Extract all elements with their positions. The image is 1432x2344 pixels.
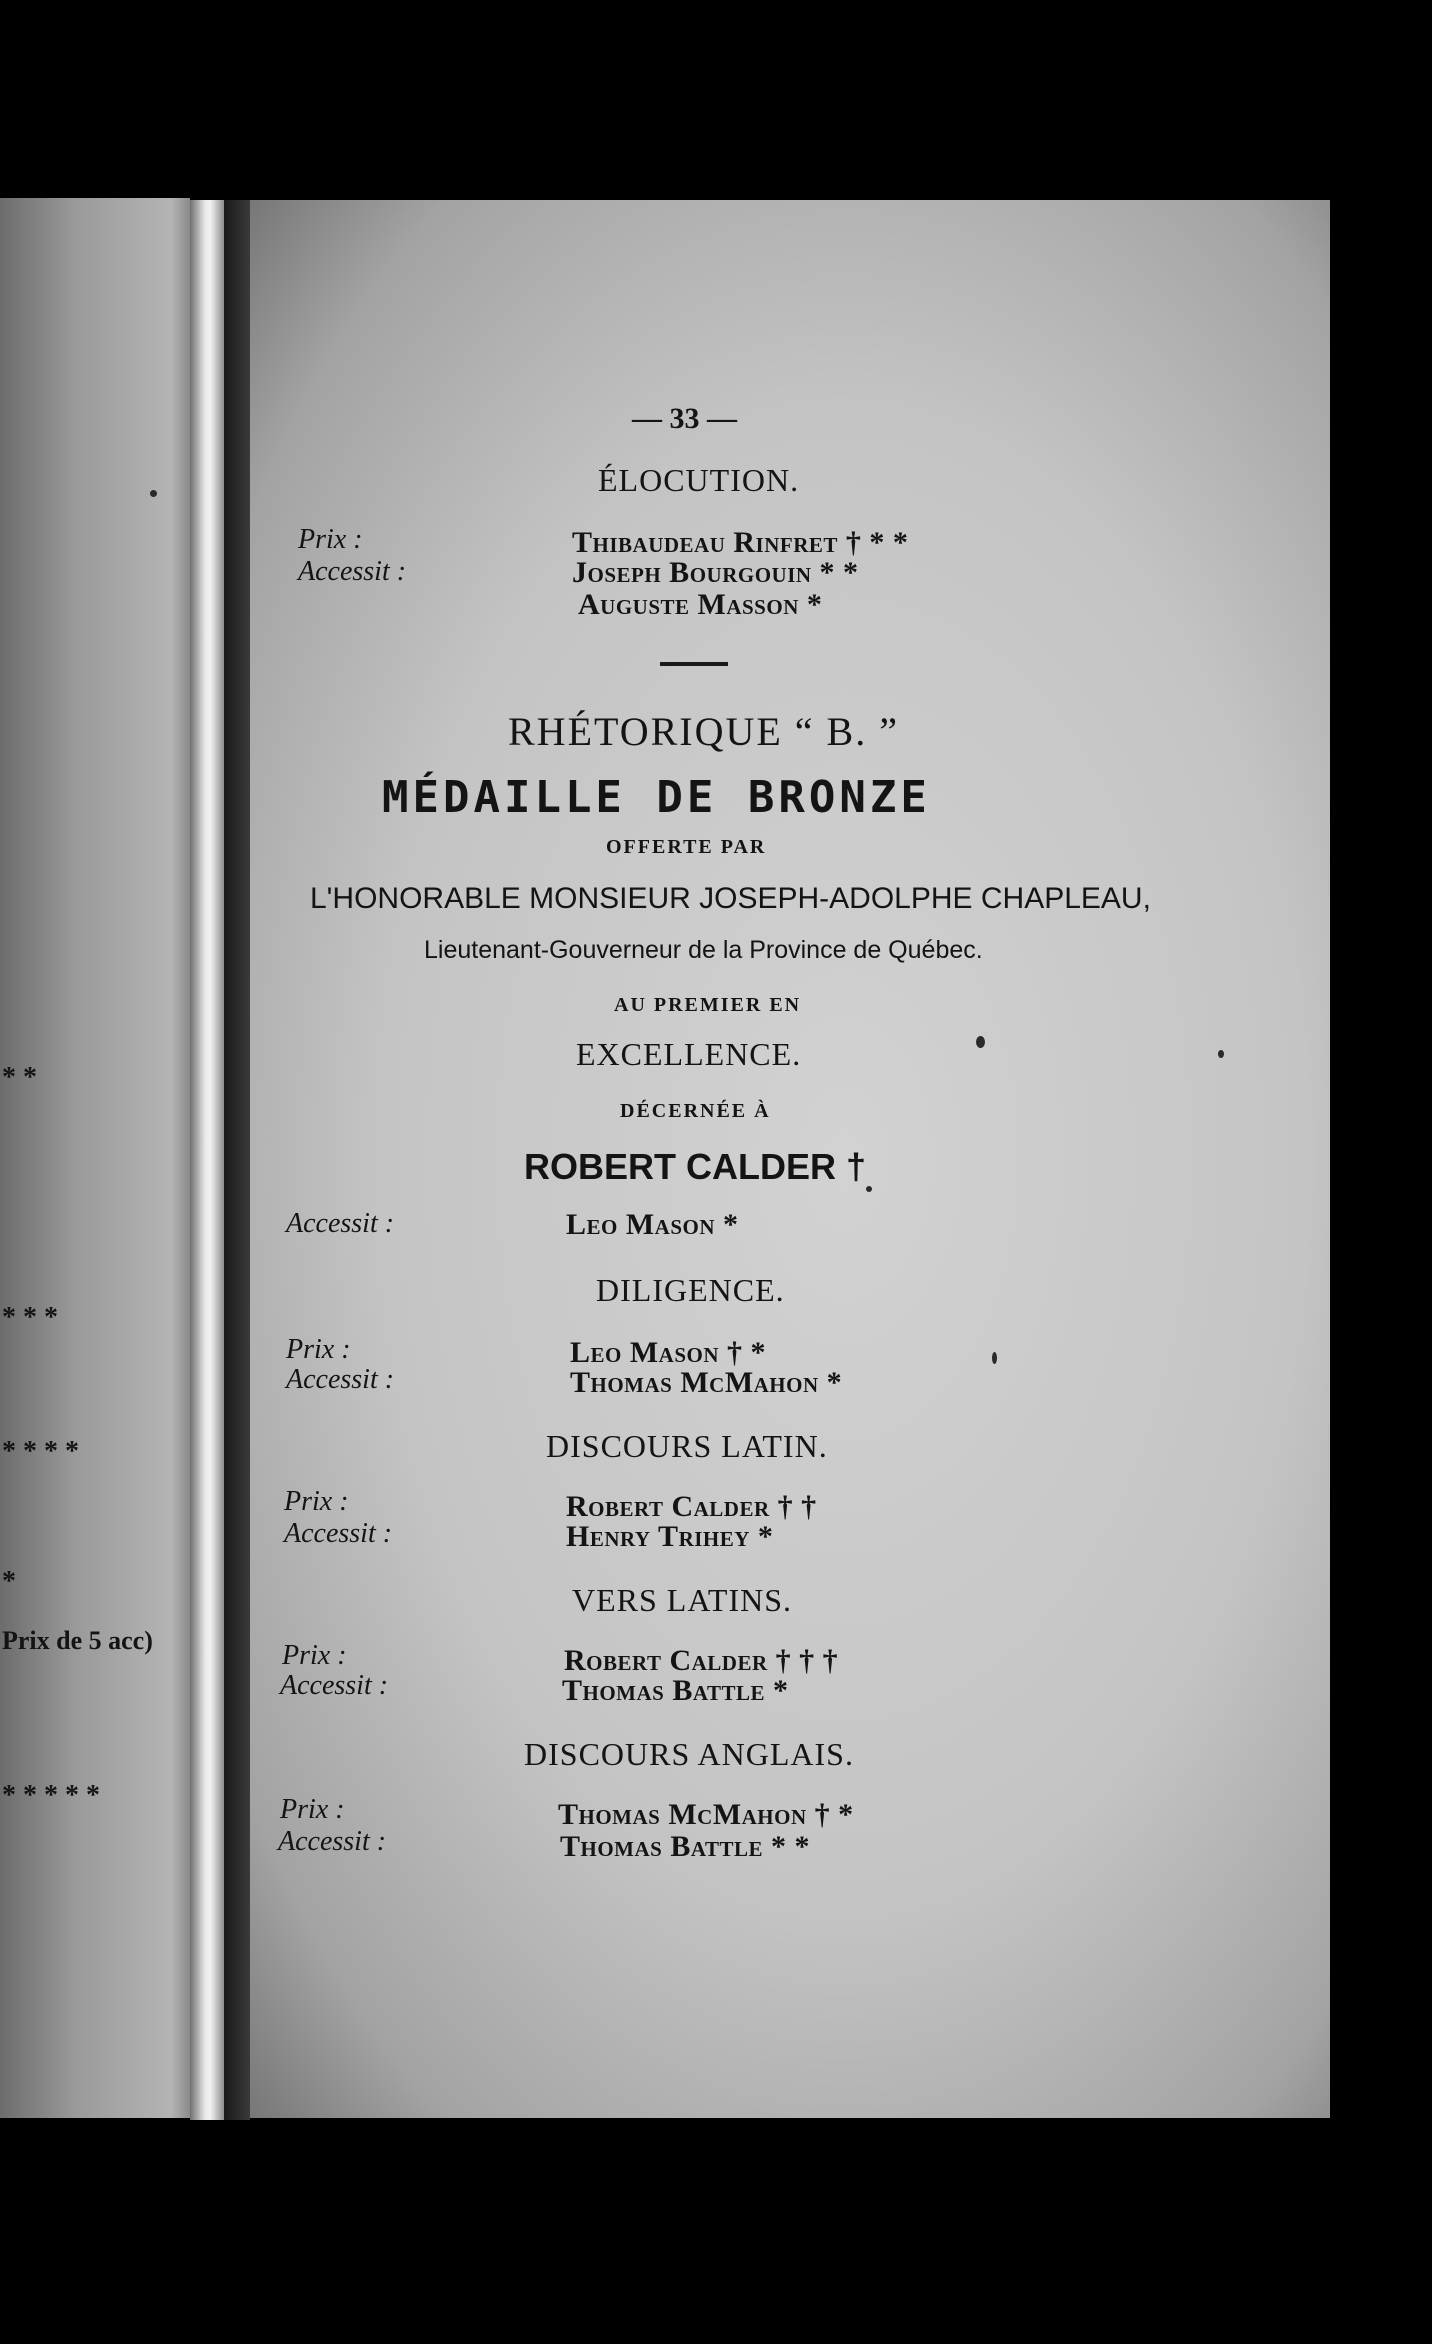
awarded-label: DÉCERNÉE À	[620, 1100, 771, 1122]
scan-speck	[150, 490, 157, 497]
prix-label: Prix :	[284, 1486, 349, 1517]
prix-label: Prix :	[298, 524, 363, 555]
gutter-shadow	[224, 200, 250, 2120]
prix-value: Robert Calder † † †	[564, 1644, 839, 1677]
left-page-fragment	[0, 198, 190, 2118]
left-fragment-4: *	[2, 1566, 16, 1597]
section-title-elocution: ÉLOCUTION.	[598, 462, 800, 498]
accessit-value: Auguste Masson *	[578, 588, 823, 621]
left-fragment-5: Prix de 5 acc)	[2, 1626, 153, 1655]
left-fragment-3: * * * *	[2, 1436, 79, 1467]
prix-label: Prix :	[282, 1640, 347, 1671]
to-first-label: AU PREMIER EN	[614, 994, 802, 1016]
accessit-label: Accessit :	[280, 1670, 389, 1701]
prix-value: Thibaudeau Rinfret † * *	[572, 526, 909, 559]
donor-title: Lieutenant-Gouverneur de la Province de Québec.	[424, 936, 983, 964]
section-title-vers-latins: VERS LATINS.	[572, 1582, 793, 1618]
left-fragment-6: * * * * *	[2, 1780, 100, 1811]
scan-speck	[866, 1186, 872, 1192]
prix-value: Thomas McMahon † *	[558, 1798, 854, 1831]
accessit-value: Thomas Battle * *	[560, 1830, 810, 1863]
accessit-label: Accessit :	[278, 1826, 387, 1857]
medal-winner: ROBERT CALDER †	[524, 1146, 867, 1187]
accessit-value: Thomas Battle *	[562, 1674, 789, 1707]
offered-by: OFFERTE PAR	[606, 836, 767, 858]
scan-speck	[992, 1352, 997, 1364]
section-title-discours-latin: DISCOURS LATIN.	[546, 1428, 828, 1464]
medal-title: MÉDAILLE DE BRONZE	[382, 772, 931, 823]
accessit-label: Accessit :	[286, 1208, 395, 1239]
left-fragment-1: * *	[2, 1062, 37, 1093]
section-divider	[660, 662, 728, 666]
donor-name: L'HONORABLE MONSIEUR JOSEPH-ADOLPHE CHAPLEAU,	[310, 882, 1151, 915]
page-number: — 33 —	[632, 402, 737, 435]
excellence-label: EXCELLENCE.	[576, 1036, 802, 1072]
prix-value: Leo Mason † *	[570, 1336, 767, 1369]
left-fragment-2: * * *	[2, 1302, 58, 1333]
prix-label: Prix :	[286, 1334, 351, 1365]
accessit-value: Leo Mason *	[566, 1208, 739, 1241]
accessit-value: Henry Trihey *	[566, 1520, 774, 1553]
section-title-discours-anglais: DISCOURS ANGLAIS.	[524, 1736, 854, 1772]
scan-speck	[976, 1036, 985, 1048]
accessit-label: Accessit :	[284, 1518, 393, 1549]
page-gutter	[190, 200, 224, 2120]
accessit-label: Accessit :	[298, 556, 407, 587]
accessit-label: Accessit :	[286, 1364, 395, 1395]
section-title-rhetorique: RHÉTORIQUE “ B. ”	[508, 709, 899, 754]
prix-value: Robert Calder † †	[566, 1490, 817, 1523]
scan-speck	[1218, 1050, 1224, 1058]
accessit-value: Thomas McMahon *	[570, 1366, 843, 1399]
accessit-value: Joseph Bourgouin * *	[572, 556, 859, 589]
section-title-diligence: DILIGENCE.	[596, 1272, 785, 1308]
prix-label: Prix :	[280, 1794, 345, 1825]
